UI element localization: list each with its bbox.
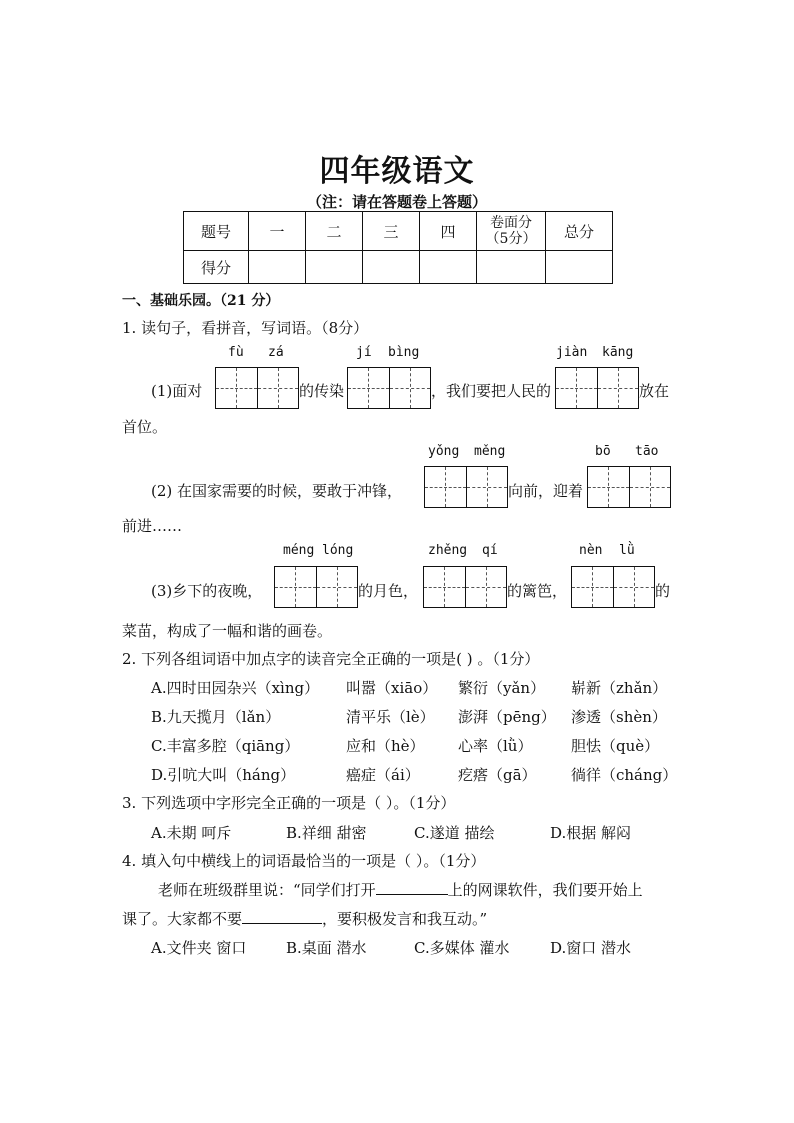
s1-text-4: 放在 [639,382,670,400]
score-cell-4[interactable] [420,251,477,284]
pinyin-long: lóng [322,543,354,558]
pinyin-meng: měng [474,444,506,459]
q2-option-c-1: C.丰富多腔（qiāng） [151,737,300,755]
q4-stem: 4. 填入句中横线上的词语最恰当的一项是（ ）。（1分） [122,852,486,870]
q3-option-c: C.遂道 描绘 [414,824,495,842]
header-question-number: 题号 [184,212,249,251]
q2-option-b-3: 澎湃（pēng） [458,708,556,726]
q2-option-c-4: 胆怯（què） [571,737,660,755]
q2-option-a-3: 繁衍（yǎn） [458,679,546,697]
s1-text-3: ，我们要把人民的 [431,382,552,400]
score-cell-total[interactable] [546,251,613,284]
q2-option-b-2: 清平乐（lè） [346,708,435,726]
s1-text-5: 首位。 [122,418,168,436]
q4-line-2 [122,908,487,929]
q4-line-1-text-a: 老师在班级群里说：“同学们打开 [158,881,376,899]
pinyin-ji: jí [356,345,372,360]
pinyin-zheng: zhěng [428,543,468,558]
answer-box-zhengqi[interactable] [423,566,507,608]
pinyin-bing: bìng [388,345,420,360]
s2-text-2: 向前，迎着 [508,482,584,500]
q3-option-b: B.祥细 甜密 [286,824,367,842]
neatness-points: （5分） [485,231,537,247]
s2-text-1: (2) 在国家需要的时候，要敢于冲锋， [151,482,403,500]
pinyin-meng2: méng [283,543,315,558]
q4-line-1-text-b: 上的网课软件，我们要开始上 [447,881,643,899]
answer-box-fuza[interactable] [215,367,299,409]
answer-box-jiankang[interactable] [555,367,639,409]
q3-option-a: A.未期 呵斥 [151,824,232,842]
neatness-label: 卷面分 [490,215,532,231]
score-cell-2[interactable] [306,251,363,284]
answer-box-nenlv[interactable] [571,566,655,608]
section-1-title: 一、基础乐园。（21 分） [122,293,280,309]
q4-line-2-text-b: ，要积极发言和我互动。” [322,910,488,928]
pinyin-qi: qí [482,543,498,558]
q3-option-d: D.根据 解闷 [550,824,632,842]
q2-stem: 2. 下列各组词语中加点字的读音完全正确的一项是( ) 。（1分） [122,650,540,668]
q2-option-a-4: 崭新（zhǎn） [571,679,668,697]
answer-box-menglong[interactable] [274,566,358,608]
pinyin-fu: fù [228,345,244,360]
q4-blank-1[interactable] [376,894,448,895]
header-section-4: 四 [420,212,477,251]
q4-blank-2[interactable] [242,923,322,924]
header-neatness-score [477,212,546,251]
header-section-2: 二 [306,212,363,251]
pinyin-bo: bō [595,444,611,459]
q2-option-a-2: 叫嚣（xiāo） [346,679,438,697]
header-total-score: 总分 [546,212,613,251]
s2-text-3: 前进…… [122,517,183,535]
q2-option-c-2: 应和（hè） [346,737,425,755]
score-cell-neatness[interactable] [477,251,546,284]
pinyin-lv: lǜ [619,543,635,558]
q2-option-a-1: A.四时田园杂兴（xìng） [151,679,320,697]
s1-text-2: 的传染 [299,382,345,400]
page-subtitle: （注：请在答题卷上答题） [306,193,487,211]
q1-stem: 1. 读句子，看拼音，写词语。（8分） [122,319,369,337]
q3-stem: 3. 下列选项中字形完全正确的一项是（ ）。（1分） [122,794,456,812]
q2-option-c-3: 心率（lǜ） [458,737,533,755]
q2-option-d-4: 徜徉（cháng） [571,766,678,784]
q4-line-2-text-a: 课了。大家都不要 [122,910,243,928]
score-table-score-row [184,251,613,284]
q4-option-d: D.窗口 潜水 [550,939,632,957]
page-title: 四年级语文 [319,154,475,189]
score-cell-1[interactable] [249,251,306,284]
score-table [183,211,613,284]
header-section-3: 三 [363,212,420,251]
s3-text-2: 的月色， [358,582,419,600]
q4-option-c: C.多媒体 灌水 [414,939,510,957]
row-label-score: 得分 [184,251,249,284]
score-table-header-row [184,212,613,251]
pinyin-za: zá [268,345,284,360]
answer-box-jibing[interactable] [347,367,431,409]
answer-box-yongmeng[interactable] [424,466,508,508]
q2-option-d-2: 癌症（ái） [346,766,420,784]
header-section-1: 一 [249,212,306,251]
pinyin-yong: yǒng [428,444,460,459]
q4-option-a: A.文件夹 窗口 [151,939,247,957]
pinyin-kang: kāng [602,345,634,360]
score-cell-3[interactable] [363,251,420,284]
pinyin-tao: tāo [635,444,659,459]
s1-text-1: (1)面对 [151,382,203,400]
s3-text-1: (3)乡下的夜晚， [151,582,263,600]
q2-option-b-1: B.九天揽月（lǎn） [151,708,281,726]
q4-option-b: B.桌面 潜水 [286,939,367,957]
q2-option-b-4: 渗透（shèn） [571,708,667,726]
q2-option-d-1: D.引吭大叫（háng） [151,766,296,784]
pinyin-nen: nèn [579,543,603,558]
s3-text-5: 菜苗，构成了一幅和谐的画卷。 [122,622,333,640]
q4-line-1 [158,879,643,900]
s3-text-3: 的篱笆， [507,582,568,600]
pinyin-jian: jiàn [556,345,588,360]
s3-text-4: 的 [655,582,671,600]
answer-box-botao[interactable] [587,466,671,508]
q2-option-d-3: 疙瘩（gā） [458,766,537,784]
